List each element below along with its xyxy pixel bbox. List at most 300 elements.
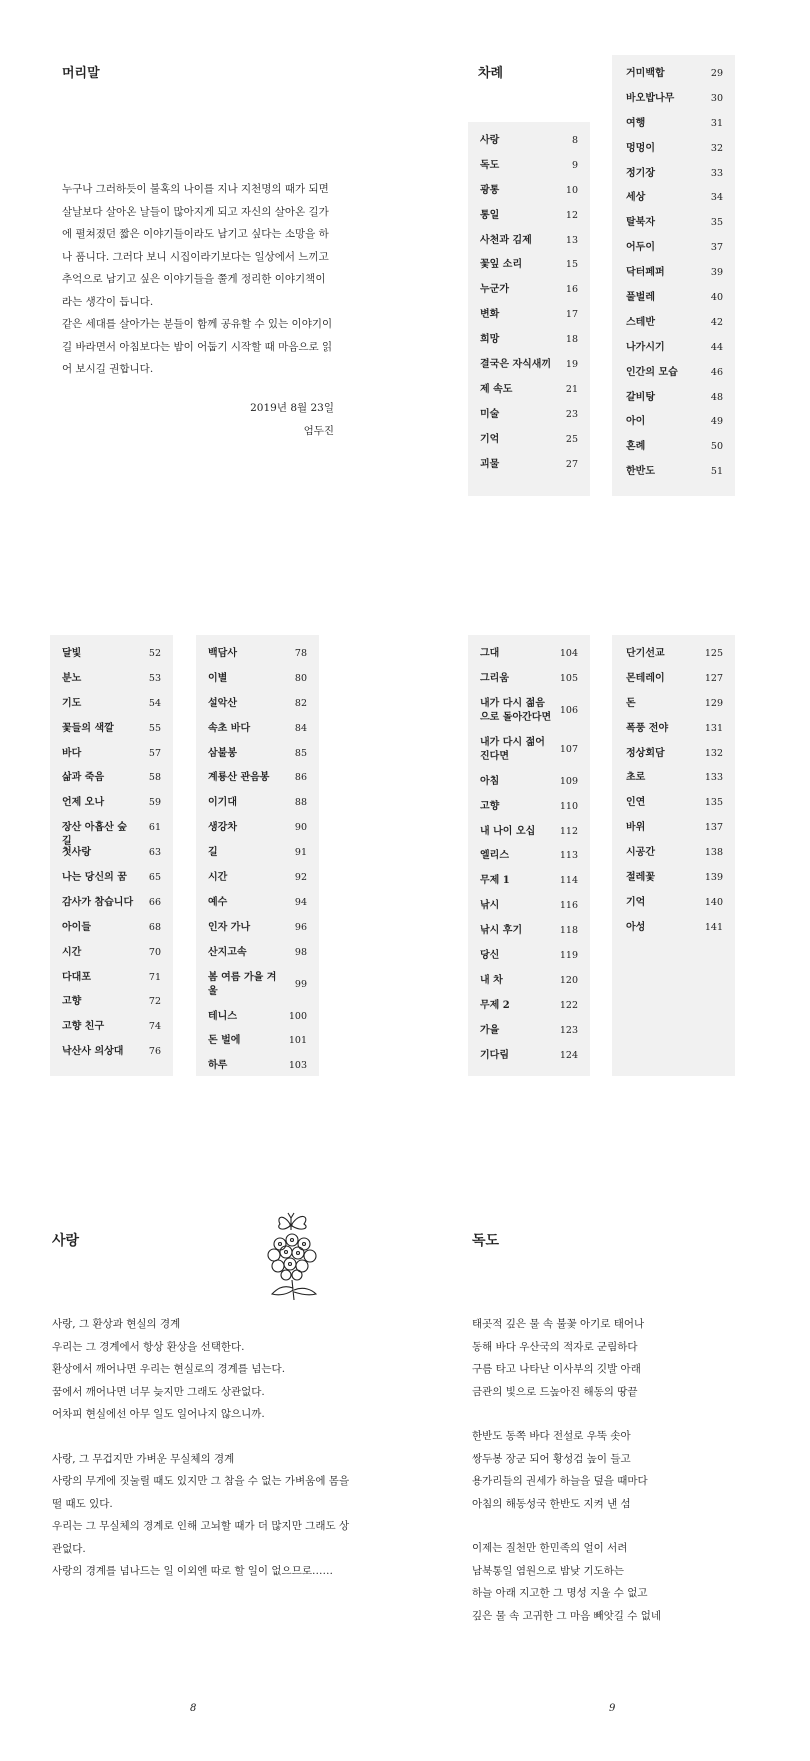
toc-entry-title: 바오밥나무 <box>626 92 675 104</box>
toc-entry-title: 이기대 <box>208 797 237 809</box>
toc-entry-page: 104 <box>559 648 578 659</box>
toc-entry-title: 속초 바다 <box>208 722 251 734</box>
poem-line: 꿈에서 깨어나면 너무 늦지만 그래도 상관없다. <box>52 1385 265 1398</box>
toc-entry-title: 혼례 <box>626 441 646 453</box>
toc-entry-page: 18 <box>565 334 578 346</box>
toc-entry <box>626 921 723 946</box>
toc-entry-title: 백담사 <box>208 648 237 659</box>
toc-entry-page: 37 <box>710 242 723 254</box>
poem-line: 구름 타고 나타난 이사부의 깃발 아래 <box>472 1363 641 1375</box>
toc-entry <box>626 722 723 747</box>
toc-entry-page: 122 <box>559 999 578 1011</box>
toc-entry <box>208 747 307 772</box>
toc-entry <box>626 796 723 821</box>
toc-entry-page: 9 <box>571 159 578 171</box>
toc-list <box>626 647 723 946</box>
toc-entry <box>480 736 578 775</box>
hydrangea-butterfly-illustration <box>258 1210 330 1302</box>
toc-entry <box>208 771 307 796</box>
toc-entry-title: 내 차 <box>480 974 503 986</box>
toc-entry-title: 봄 여름 가을 겨울 <box>208 971 277 997</box>
toc-entry-page: 84 <box>294 722 307 734</box>
toc-entry-page: 101 <box>288 1035 307 1047</box>
toc-entry-title: 가을 <box>480 1024 500 1036</box>
toc-entry-title: 기다림 <box>480 1049 509 1061</box>
toc-entry-page: 123 <box>559 1024 578 1036</box>
toc-entry <box>480 849 578 874</box>
poem-line: 어차피 현실에선 아무 일도 일어나지 않으니까. <box>52 1408 265 1420</box>
toc-entry <box>626 117 723 142</box>
toc-entry-title: 거미백합 <box>626 68 665 79</box>
toc-entry-page: 78 <box>294 648 307 659</box>
poem-line: 남북통일 염원으로 밤낮 기도하는 <box>472 1564 625 1577</box>
poem-title: 사랑 <box>52 1233 80 1249</box>
toc-entry-title: 결국은 자식새끼 <box>480 359 552 371</box>
toc-entry-page: 132 <box>704 747 723 759</box>
toc-entry-title: 달빛 <box>62 648 82 659</box>
toc-entry <box>62 647 161 672</box>
toc-entry-title: 사천과 김제 <box>480 234 532 246</box>
toc-entry-page: 44 <box>710 341 723 353</box>
poem-line: 깊은 물 속 고귀한 그 마음 빼앗길 수 없네 <box>472 1609 661 1622</box>
toc-entry <box>480 234 578 259</box>
toc-entry-page: 139 <box>704 872 723 884</box>
toc-entry-title: 스테반 <box>626 316 655 328</box>
toc-entry-title: 제 속도 <box>480 383 513 395</box>
toc-entry-page: 124 <box>559 1049 578 1061</box>
toc-entry-title: 멍멍이 <box>626 142 655 154</box>
toc-entry <box>626 871 723 896</box>
toc-entry <box>62 1020 161 1045</box>
toc-entry-page: 110 <box>559 800 578 812</box>
toc-entry-page: 92 <box>294 872 307 884</box>
toc-entry-page: 30 <box>710 92 723 104</box>
toc-entry <box>626 821 723 846</box>
toc-entry-page: 27 <box>565 458 578 470</box>
toc-entry-title: 미술 <box>480 408 500 420</box>
toc-entry-title: 내가 다시 젊음으로 돌아간다면 <box>480 697 552 723</box>
toc-entry <box>626 291 723 316</box>
toc-entry-page: 55 <box>148 722 161 734</box>
toc-entry-title: 감사가 참습니다 <box>62 896 134 908</box>
toc-entry-title: 기억 <box>626 896 646 908</box>
toc-entry-title: 그리움 <box>480 672 509 684</box>
toc-entry-title: 갈비탕 <box>626 391 655 403</box>
toc-entry-page: 137 <box>704 822 723 834</box>
toc-entry-title: 삼불봉 <box>208 747 237 759</box>
toc-entry-title: 예수 <box>208 896 228 908</box>
toc-entry-title: 다대포 <box>62 971 91 983</box>
toc-entry-page: 90 <box>294 822 307 834</box>
toc-entry-title: 시간 <box>208 872 228 884</box>
toc-entry-title: 정상회담 <box>626 747 665 759</box>
toc-entry-title: 독도 <box>480 159 500 171</box>
toc-entry <box>626 647 723 672</box>
toc-entry-page: 125 <box>704 648 723 659</box>
toc-entry-title: 아침 <box>480 775 500 787</box>
toc-entry-title: 꽃들의 색깔 <box>62 722 114 734</box>
toc-entry-page: 39 <box>710 267 723 279</box>
toc-entry-page: 34 <box>710 192 723 204</box>
toc-entry-page: 140 <box>704 896 723 908</box>
toc-entry-page: 116 <box>559 900 578 912</box>
toc-entry <box>480 647 578 672</box>
toc-entry-title: 그대 <box>480 648 500 659</box>
toc-entry <box>480 258 578 283</box>
toc-entry-page: 118 <box>559 925 578 937</box>
page-number: 9 <box>609 1703 616 1714</box>
toc-column-2 <box>612 55 735 496</box>
toc-entry-page: 12 <box>565 209 578 221</box>
toc-entry-title: 아성 <box>626 921 646 933</box>
toc-entry <box>480 1049 578 1074</box>
toc-entry-title: 탈북자 <box>626 217 655 229</box>
toc-entry-page: 50 <box>710 441 723 453</box>
toc-entry-title: 폭풍 전야 <box>626 722 669 734</box>
toc-list <box>626 67 723 490</box>
toc-entry-title: 엘리스 <box>480 850 509 862</box>
toc-entry-page: 42 <box>710 316 723 328</box>
poem-line: 우리는 그 무실체의 경계로 인해 고뇌할 때가 더 많지만 그래도 상 <box>52 1520 350 1532</box>
toc-entry <box>62 946 161 971</box>
toc-entry <box>62 722 161 747</box>
poem-title: 독도 <box>472 1233 500 1249</box>
toc-entry-page: 82 <box>294 697 307 709</box>
toc-entry-title: 무제 2 <box>480 999 510 1011</box>
toc-entry <box>62 921 161 946</box>
toc-entry-page: 106 <box>559 704 578 716</box>
toc-entry <box>626 415 723 440</box>
toc-entry-title: 테니스 <box>208 1010 237 1022</box>
toc-entry-title: 낚시 <box>480 900 500 912</box>
toc-entry <box>626 846 723 871</box>
toc-entry-page: 112 <box>559 825 578 837</box>
toc-entry <box>480 408 578 433</box>
toc-entry <box>208 946 307 971</box>
toc-entry-page: 61 <box>148 822 161 834</box>
toc-entry-page: 46 <box>710 366 723 378</box>
toc-entry <box>62 1045 161 1070</box>
toc-entry <box>480 800 578 825</box>
toc-entry-page: 133 <box>704 772 723 784</box>
toc-entry-title: 낙산사 의상대 <box>62 1046 124 1058</box>
toc-entry <box>208 921 307 946</box>
toc-entry-page: 120 <box>559 974 578 986</box>
toc-entry-page: 25 <box>565 433 578 445</box>
toc-entry-page: 8 <box>571 135 578 146</box>
toc-entry-page: 31 <box>710 117 723 129</box>
poem-line: 이제는 질천만 한민족의 얼이 서려 <box>472 1542 628 1554</box>
poem-body <box>52 1313 352 1583</box>
toc-entry <box>626 67 723 92</box>
toc-entry-page: 138 <box>704 847 723 859</box>
toc-entry-title: 무제 1 <box>480 875 510 887</box>
poem-line: 사랑의 무게에 짓눌릴 때도 있지만 그 참을 수 없는 가벼움에 몸을 <box>52 1475 350 1487</box>
toc-entry <box>480 672 578 697</box>
toc-entry <box>480 949 578 974</box>
toc-entry <box>208 722 307 747</box>
toc-entry-page: 109 <box>559 775 578 787</box>
preface-author: 엄두진 <box>303 425 334 437</box>
poem-line: 태곳적 깊은 물 속 불꽃 아기로 태어나 <box>472 1318 645 1330</box>
toc-entry-page: 103 <box>288 1060 307 1072</box>
toc-entry-title: 분노 <box>62 672 82 684</box>
poem-line: 떨 때도 있다. <box>52 1497 113 1510</box>
toc-entry-title: 괴물 <box>480 458 500 470</box>
toc-entry <box>208 672 307 697</box>
toc-column-6 <box>612 635 735 1076</box>
poem-line: 사랑, 그 무겁지만 가벼운 무실체의 경계 <box>52 1452 235 1465</box>
toc-entry <box>480 383 578 408</box>
toc-entry-page: 10 <box>565 184 578 196</box>
toc-column-5 <box>468 635 590 1076</box>
toc-entry <box>480 1024 578 1049</box>
toc-entry-title: 길 <box>208 847 218 859</box>
toc-entry-page: 32 <box>710 142 723 154</box>
stanza-gap <box>472 1515 772 1537</box>
poem-line: 아침의 해동성국 한반도 지켜 낸 섬 <box>472 1497 631 1510</box>
toc-list <box>208 647 307 1084</box>
toc-entry-title: 시공간 <box>626 847 655 859</box>
toc-entry-page: 48 <box>710 391 723 403</box>
toc-entry <box>62 896 161 921</box>
toc-entry <box>480 308 578 333</box>
toc-entry-page: 59 <box>148 797 161 809</box>
toc-entry-page: 54 <box>148 697 161 709</box>
toc-entry-title: 나가시기 <box>626 341 665 353</box>
toc-entry-title: 당신 <box>480 950 500 962</box>
toc-entry-title: 바다 <box>62 747 82 759</box>
toc-entry-title: 계룡산 관음봉 <box>208 772 270 784</box>
toc-entry-page: 131 <box>704 722 723 734</box>
toc-entry <box>62 796 161 821</box>
toc-entry-page: 141 <box>704 921 723 933</box>
stanza-gap <box>52 1426 352 1448</box>
toc-entry-page: 72 <box>148 996 161 1008</box>
toc-entry <box>626 316 723 341</box>
toc-entry <box>626 440 723 465</box>
toc-entry-page: 51 <box>710 466 723 478</box>
toc-entry-title: 초로 <box>626 772 646 784</box>
toc-entry <box>480 697 578 736</box>
toc-entry <box>62 771 161 796</box>
preface-title: 머리말 <box>62 66 100 81</box>
toc-entry <box>480 775 578 800</box>
toc-entry-page: 127 <box>704 672 723 684</box>
preface-date: 2019년 8월 23일 <box>250 402 334 414</box>
toc-entry <box>208 871 307 896</box>
toc-entry-page: 80 <box>294 672 307 684</box>
toc-entry-page: 29 <box>710 68 723 79</box>
toc-entry <box>626 747 723 772</box>
toc-entry-page: 35 <box>710 217 723 229</box>
toc-entry-title: 사랑 <box>480 135 500 146</box>
poem-line: 한반도 동쪽 바다 전설로 우뚝 솟아 <box>472 1430 631 1442</box>
toc-entry-title: 첫사랑 <box>62 847 91 859</box>
toc-list <box>480 134 578 482</box>
toc-entry-page: 129 <box>704 697 723 709</box>
toc-entry <box>626 167 723 192</box>
toc-title: 차례 <box>478 66 504 81</box>
toc-entry-page: 107 <box>559 743 578 755</box>
toc-entry-page: 19 <box>565 359 578 371</box>
stanza-gap <box>472 1403 772 1425</box>
toc-entry <box>480 134 578 159</box>
toc-entry <box>62 871 161 896</box>
toc-entry <box>480 333 578 358</box>
toc-entry <box>626 465 723 490</box>
poem-line: 우리는 그 경계에서 항상 환상을 선택한다. <box>52 1340 245 1353</box>
toc-entry <box>626 216 723 241</box>
toc-entry-title: 몬테레이 <box>626 672 665 684</box>
toc-entry-title: 돈 벌에 <box>208 1035 241 1047</box>
toc-entry-title: 절레꽃 <box>626 872 655 884</box>
toc-entry <box>480 184 578 209</box>
toc-entry-page: 100 <box>288 1010 307 1022</box>
toc-entry-page: 68 <box>148 921 161 933</box>
toc-entry <box>208 647 307 672</box>
toc-entry-page: 105 <box>559 672 578 684</box>
poem-line: 사랑의 경계를 넘나드는 일 이외엔 따로 할 일이 없으므로…… <box>52 1565 333 1577</box>
toc-entry-title: 고향 <box>62 996 82 1008</box>
toc-entry-page: 88 <box>294 797 307 809</box>
toc-entry-page: 23 <box>565 408 578 420</box>
toc-entry <box>480 159 578 184</box>
toc-entry-page: 15 <box>565 259 578 271</box>
toc-entry-page: 98 <box>294 946 307 958</box>
toc-entry-title: 산지고속 <box>208 946 247 958</box>
toc-entry-title: 장산 아홉산 숲길 <box>62 822 127 848</box>
toc-entry-page: 40 <box>710 292 723 304</box>
preface-paragraph: 누구나 그러하듯이 불혹의 나이를 지나 지천명의 때가 되면 살날보다 살아온 날들이 많아지게 되고 자신의 살아온 길가에 펼쳐졌던 짧은 이야기들이라도 남기고 싶다는 소망을 하나 품니다. 그러다 보니 시집이라기보다는 일상에서 느끼고 추억으로 남기고 싶은 이야기들을 쭐게 정리한 이야기책이라는 생각이 듭니다. <box>62 183 329 308</box>
toc-entry <box>480 825 578 850</box>
toc-entry-page: 71 <box>148 971 161 983</box>
toc-entry <box>480 358 578 383</box>
toc-entry-page: 33 <box>710 167 723 179</box>
poem-line: 금관의 빛으로 드높아진 해동의 땅끝 <box>472 1385 638 1398</box>
poem-line: 환상에서 깨어나면 우리는 현실로의 경계를 넘는다. <box>52 1363 286 1375</box>
toc-entry <box>62 672 161 697</box>
toc-list <box>62 647 161 1070</box>
toc-entry-title: 꽃잎 소리 <box>480 259 523 271</box>
toc-entry-page: 53 <box>148 672 161 684</box>
poem-body <box>472 1313 772 1627</box>
toc-entry <box>208 846 307 871</box>
toc-column-1 <box>468 122 590 496</box>
toc-entry-title: 고향 친구 <box>62 1021 105 1033</box>
toc-column-3 <box>50 635 173 1076</box>
toc-list <box>480 647 578 1073</box>
toc-entry-title: 정기장 <box>626 167 655 179</box>
toc-entry <box>62 971 161 996</box>
toc-entry-title: 단기선교 <box>626 648 665 659</box>
toc-entry-page: 16 <box>565 284 578 296</box>
preface-paragraph: 같은 세대를 살아가는 분들이 함께 공유할 수 있는 이야기이길 바라면서 아침보다는 밤이 어둡기 시작할 때 마음으로 읽어 보시길 권합니다. <box>62 318 333 375</box>
toc-entry-page: 135 <box>704 797 723 809</box>
toc-entry-page: 99 <box>294 978 307 990</box>
poem-line: 관없다. <box>52 1542 86 1555</box>
toc-entry <box>62 821 161 846</box>
toc-entry <box>480 209 578 234</box>
toc-entry-page: 58 <box>148 772 161 784</box>
toc-entry <box>208 1034 307 1059</box>
toc-entry-page: 66 <box>148 896 161 908</box>
toc-entry <box>480 999 578 1024</box>
toc-entry <box>208 1059 307 1084</box>
toc-entry-title: 기도 <box>62 697 82 709</box>
toc-entry-title: 아이들 <box>62 921 91 933</box>
toc-entry <box>480 899 578 924</box>
toc-entry-title: 이별 <box>208 672 228 684</box>
toc-entry-page: 52 <box>148 648 161 659</box>
toc-entry-page: 113 <box>559 850 578 862</box>
toc-entry-page: 114 <box>559 875 578 887</box>
toc-entry-page: 119 <box>559 950 578 962</box>
toc-entry-title: 광통 <box>480 184 500 196</box>
toc-entry <box>62 697 161 722</box>
poem-line: 용가리들의 권세가 하늘을 덮을 때마다 <box>472 1475 648 1487</box>
toc-entry-page: 86 <box>294 772 307 784</box>
toc-entry <box>626 266 723 291</box>
toc-entry-title: 하루 <box>208 1060 228 1072</box>
toc-entry <box>208 796 307 821</box>
toc-entry-title: 나는 당신의 꿈 <box>62 872 127 884</box>
toc-entry <box>626 896 723 921</box>
toc-entry-title: 아이 <box>626 416 646 428</box>
toc-entry <box>626 697 723 722</box>
toc-entry-title: 여행 <box>626 117 646 129</box>
toc-entry-title: 인자 가나 <box>208 921 251 933</box>
toc-entry-title: 희망 <box>480 334 500 346</box>
toc-entry-page: 17 <box>565 309 578 321</box>
toc-entry <box>480 924 578 949</box>
toc-entry <box>626 391 723 416</box>
toc-entry-title: 인간의 모습 <box>626 366 678 378</box>
toc-entry-title: 생강차 <box>208 822 237 834</box>
toc-entry-title: 세상 <box>626 192 646 204</box>
toc-entry <box>208 697 307 722</box>
toc-entry-title: 바위 <box>626 822 646 834</box>
toc-entry-title: 어두이 <box>626 242 655 254</box>
toc-entry <box>62 995 161 1020</box>
toc-entry-title: 인연 <box>626 797 646 809</box>
toc-entry <box>480 283 578 308</box>
toc-entry-page: 49 <box>710 416 723 428</box>
toc-entry-title: 한반도 <box>626 466 655 478</box>
toc-entry <box>626 366 723 391</box>
toc-entry <box>480 974 578 999</box>
toc-entry <box>626 241 723 266</box>
toc-entry-title: 통일 <box>480 209 500 221</box>
toc-entry-title: 돈 <box>626 697 636 709</box>
toc-entry-title: 풀벌레 <box>626 292 655 304</box>
toc-entry-title: 닥터페퍼 <box>626 267 665 279</box>
toc-entry <box>480 458 578 483</box>
toc-entry <box>626 142 723 167</box>
toc-entry <box>626 771 723 796</box>
toc-entry-page: 57 <box>148 747 161 759</box>
toc-entry-page: 76 <box>148 1046 161 1058</box>
toc-entry <box>480 874 578 899</box>
toc-entry-title: 고향 <box>480 800 500 812</box>
toc-entry <box>626 191 723 216</box>
toc-entry-page: 63 <box>148 847 161 859</box>
toc-entry-title: 변화 <box>480 309 500 321</box>
toc-entry-page: 74 <box>148 1021 161 1033</box>
toc-entry <box>626 92 723 117</box>
toc-entry-title: 낚시 후기 <box>480 925 523 937</box>
toc-entry <box>208 821 307 846</box>
